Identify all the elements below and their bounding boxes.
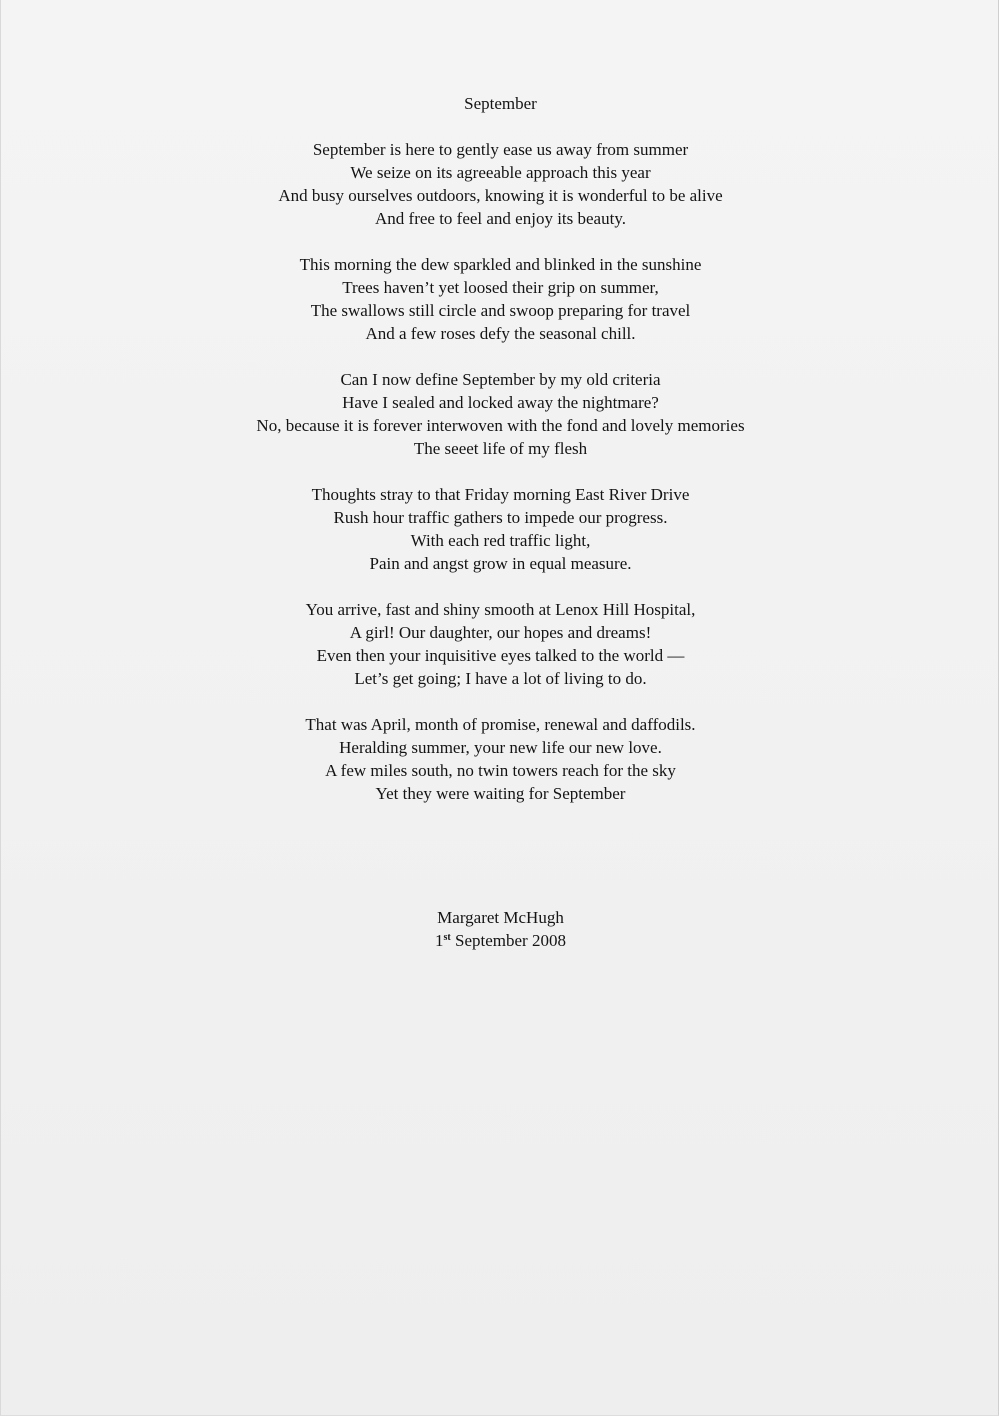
stanza-4	[1, 483, 999, 575]
poem-line: With each red traffic light,	[410, 531, 591, 550]
poem-line: Rush hour traffic gathers to impede our progress.	[333, 508, 668, 527]
poem-line: And busy ourselves outdoors, knowing it is wonderful to be alive	[278, 186, 723, 205]
stanza-5	[1, 598, 999, 690]
date-rest: September 2008	[450, 931, 566, 950]
signature-date	[1, 929, 999, 952]
signature-block	[1, 906, 999, 952]
date-day: 1	[435, 931, 444, 950]
poem-line: Heralding summer, your new life our new love.	[339, 738, 662, 757]
poem-stanzas	[1, 138, 999, 805]
poem-line: Trees haven’t yet loosed their grip on summer,	[342, 278, 659, 297]
poem-line: And a few roses defy the seasonal chill.	[365, 324, 636, 343]
poem-line: Thoughts stray to that Friday morning East River Drive	[311, 485, 690, 504]
poem-line: The seeet life of my flesh	[413, 439, 588, 458]
poem-line: We seize on its agreeable approach this year	[350, 163, 651, 182]
poem-line: And free to feel and enjoy its beauty.	[375, 209, 626, 228]
author-name: Margaret McHugh	[437, 908, 564, 927]
poem-line: You arrive, fast and shiny smooth at Lenox Hill Hospital,	[305, 600, 696, 619]
poem-line: This morning the dew sparkled and blinked in the sunshine	[299, 255, 702, 274]
stanza-2	[1, 253, 999, 345]
poem-line: September is here to gently ease us away from summer	[312, 140, 689, 159]
poem-line: Pain and angst grow in equal measure.	[369, 554, 632, 573]
poem-line: Let’s get going; I have a lot of living to do.	[354, 669, 647, 688]
poem-line: A few miles south, no twin towers reach for the sky	[325, 761, 676, 780]
poem-title: September	[464, 94, 537, 113]
poem-line: Even then your inquisitive eyes talked to the world —	[316, 646, 685, 665]
stanza-3	[1, 368, 999, 460]
poem	[1, 92, 999, 828]
date-suffix: st	[443, 932, 451, 943]
poem-line: No, because it is forever interwoven with the fond and lovely memories	[256, 416, 745, 435]
poem-line: That was April, month of promise, renewal and daffodils.	[305, 715, 696, 734]
stanza-6	[1, 713, 999, 805]
poem-line: A girl! Our daughter, our hopes and dreams!	[349, 623, 652, 642]
poem-line: The swallows still circle and swoop preparing for travel	[310, 301, 691, 320]
poem-line: Can I now define September by my old criteria	[340, 370, 661, 389]
poem-line: Yet they were waiting for September	[375, 784, 626, 803]
stanza-1	[1, 138, 999, 230]
poem-line: Have I sealed and locked away the nightmare?	[342, 393, 659, 412]
